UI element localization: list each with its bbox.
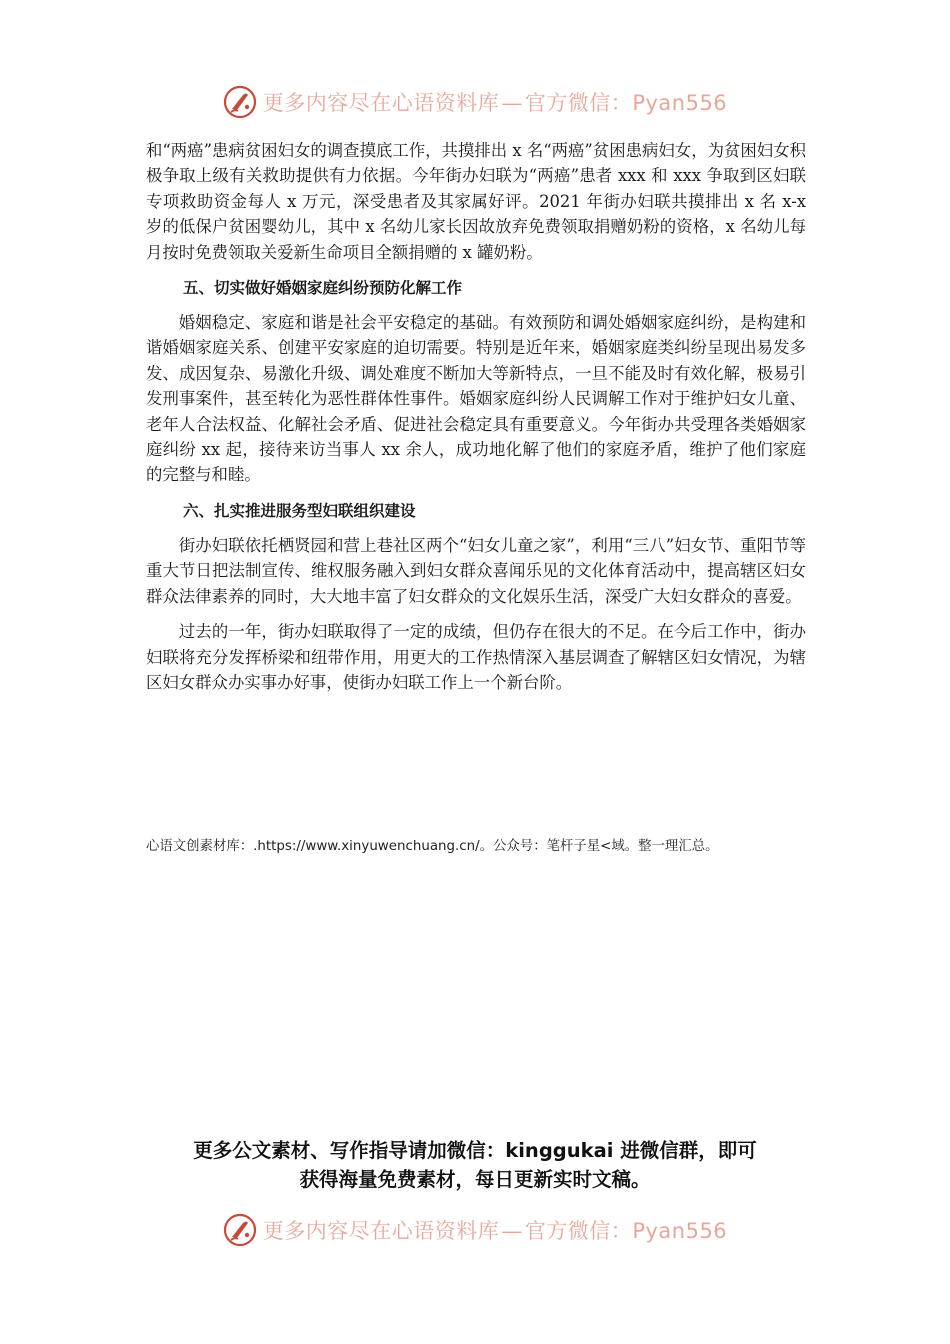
section-6-paragraph: 街办妇联依托栖贤园和营上巷社区两个“妇女儿童之家”，利用“三八”妇女节、重阳节等重大节日把法制宣传、维权服务融入到妇女群众喜闻乐见的文化体育活动中，提高辖区妇女群众法律素养的同时，大大地丰富了妇女群众的文化娱乐生活，深受广大妇女群众的喜爱。 xyxy=(146,535,806,606)
banner-wechat-label: 官方微信： xyxy=(524,1219,633,1243)
pen-ink-logo-icon xyxy=(223,1213,257,1247)
closing-paragraph: 过去的一年，街办妇联取得了一定的成绩，但仍存在很大的不足。在今后工作中，街办妇联将充分发挥桥梁和纽带作用，用更大的工作热情深入基层调查了解辖区妇女情况，为辖区妇女群众办实事办好事，使街办妇联工作上一个新台阶。 xyxy=(146,622,806,692)
section-heading-5: 五、切实做好婚姻家庭纠纷预防化解工作 xyxy=(183,279,463,298)
banner-wechat-label: 官方微信： xyxy=(524,91,633,115)
banner-text xyxy=(263,87,727,117)
document-body xyxy=(146,138,806,695)
section-heading-6: 六、扎实推进服务型妇联组织建设 xyxy=(183,501,416,520)
banner-wechat-id: Pyan556 xyxy=(632,91,728,115)
header-banner xyxy=(0,82,950,122)
paragraph-continued: 和“两癌”患病贫困妇女的调查摸底工作，共摸排出 x 名“两癌”贫困患病妇女，为贫困妇女积极争取上级有关救助提供有力依据。今年街办妇联为“两癌”患者 xxx 和 xxx 争取到区妇联专项救助资金每人 x 万元，深受患者及其家属好评。2021 年街办妇联共摸排出 x 名 x-x 岁的低保户贫困婴幼儿，其中 x 名幼儿家长因故放弃免费领取捐赠奶粉的资格，x 名幼儿每月按时免费领取关爱新生命项目全额捐赠的 x 罐奶粉。 xyxy=(146,141,806,262)
banner-brand-text: 更多内容尽在心语资料库 xyxy=(262,91,500,115)
banner-wechat-id: Pyan556 xyxy=(632,1219,728,1243)
promo-line-1: 更多公文素材、写作指导请加微信：kinggukai 进微信群，即可 xyxy=(193,1139,757,1162)
pen-ink-logo-icon xyxy=(223,85,257,119)
promo-line-2: 获得海量免费素材，每日更新实时文稿。 xyxy=(299,1168,651,1191)
banner-separator: — xyxy=(501,1219,523,1243)
banner-brand-text: 更多内容尽在心语资料库 xyxy=(262,1219,500,1243)
source-note: 心语文创素材库：.https://www.xinyuwenchuang.cn/。公众号：笔杆子星<域。整一理汇总。 xyxy=(146,839,719,854)
section-5-paragraph: 婚姻稳定、家庭和谐是社会平安稳定的基础。有效预防和调处婚姻家庭纠纷，是构建和谐婚姻家庭关系、创建平安家庭的迫切需要。特别是近年来，婚姻家庭类纠纷呈现出易发多发、成因复杂、易激化升级、调处难度不断加大等新特点，一旦不能及时有效化解，极易引发刑事案件，甚至转化为恶性群体性事件。婚姻家庭纠纷人民调解工作对于维护妇女儿童、老年人合法权益、化解社会矛盾、促进社会稳定具有重要意义。今年街办共受理各类婚姻家庭纠纷 xx 起，接待来访当事人 xx 余人，成功地化解了他们的家庭矛盾，维护了他们家庭的完整与和睦。 xyxy=(146,313,806,485)
promo-block xyxy=(0,1136,950,1194)
banner-text xyxy=(263,1215,727,1245)
banner-separator: — xyxy=(501,91,523,115)
footer-banner xyxy=(0,1210,950,1250)
